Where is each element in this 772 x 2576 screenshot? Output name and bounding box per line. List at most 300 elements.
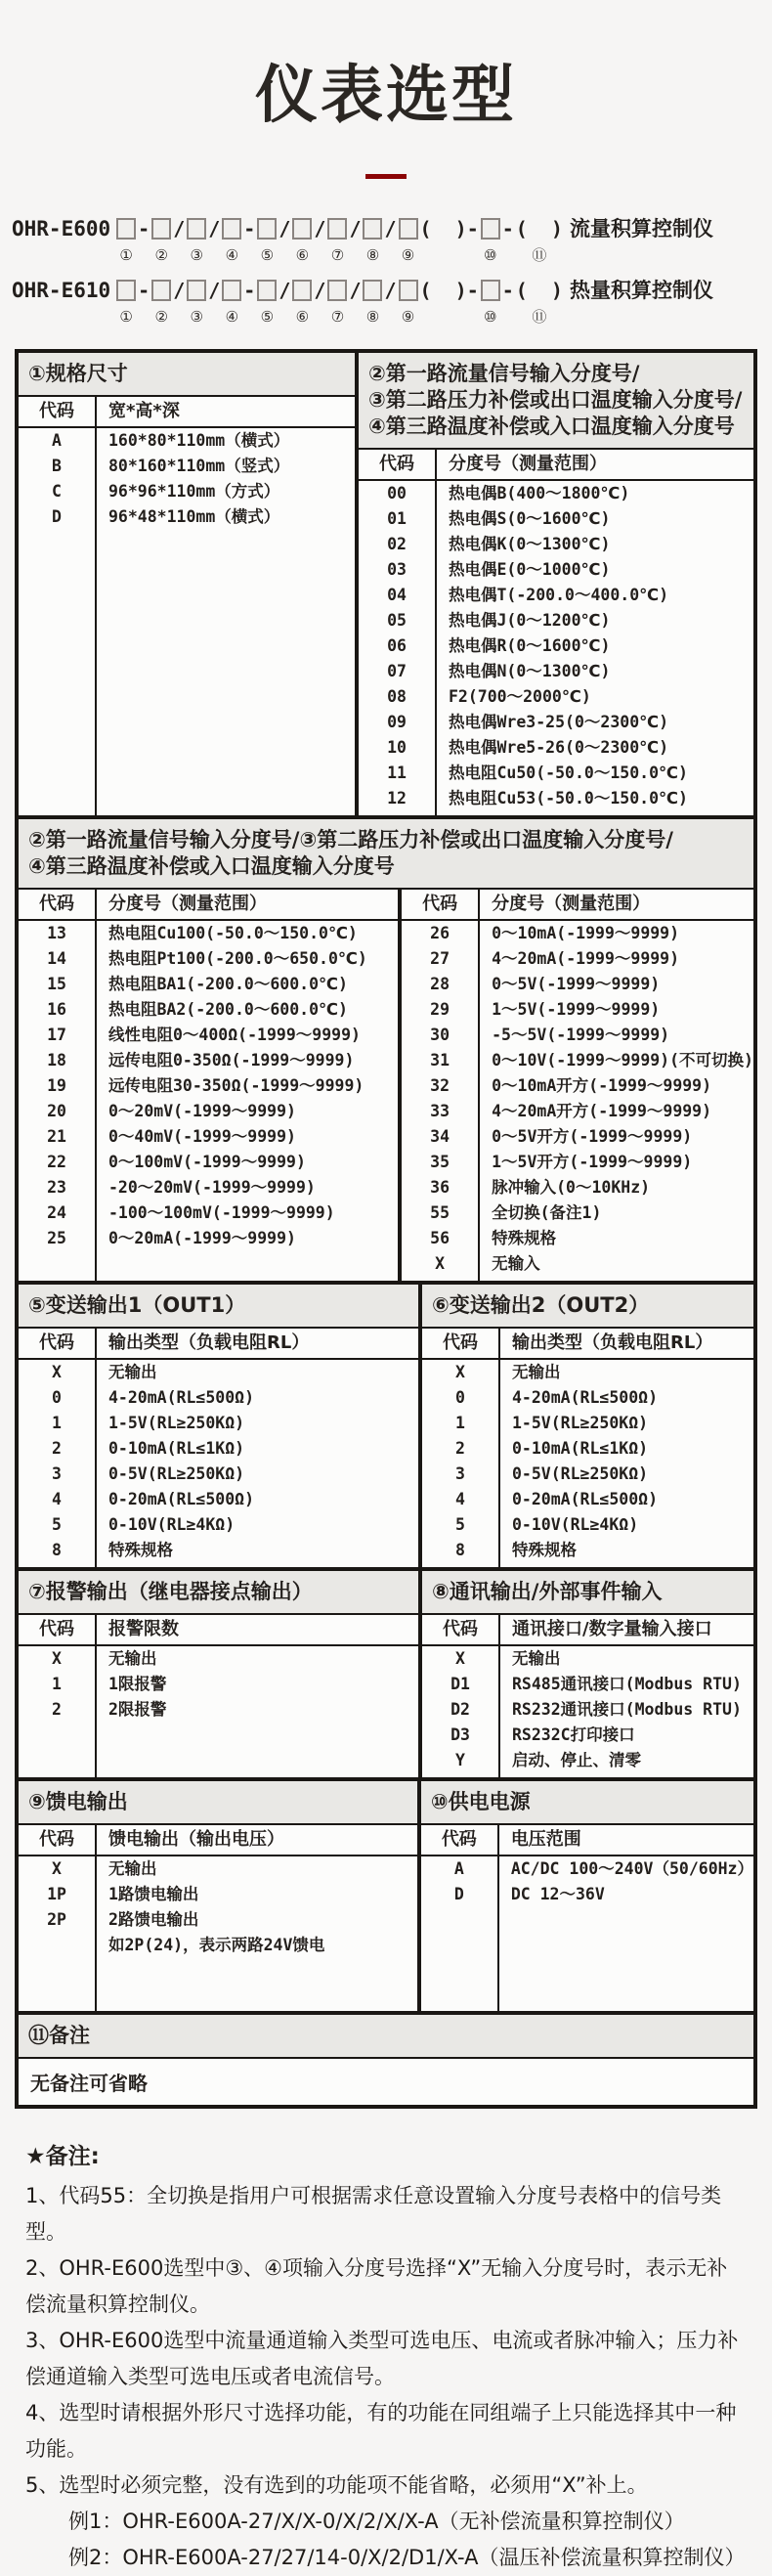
code-cell: X bbox=[422, 1646, 500, 1672]
value-cell: 热电阻Cu100(-50.0～150.0℃) bbox=[108, 924, 358, 942]
table-row bbox=[19, 1882, 417, 1907]
code-cell: 36 bbox=[402, 1175, 480, 1201]
value-cell: 热电阻Cu50(-50.0～150.0℃) bbox=[449, 764, 688, 782]
code-cell: 8 bbox=[19, 1538, 97, 1563]
code-cell: 5 bbox=[19, 1512, 97, 1538]
code-box-segment bbox=[116, 276, 136, 327]
table-row bbox=[359, 557, 753, 583]
table-rows bbox=[422, 1646, 753, 1777]
value-cell: 特殊规格 bbox=[492, 1229, 557, 1247]
code-cell: 35 bbox=[402, 1150, 480, 1175]
column-headers bbox=[422, 1329, 753, 1360]
value-cell: 无输出 bbox=[108, 1649, 157, 1668]
code-cell: 02 bbox=[359, 532, 437, 557]
code-cell: 4 bbox=[19, 1487, 97, 1512]
value-cell: 80*160*110mm（竖式） bbox=[108, 457, 290, 475]
section-size-and-input bbox=[19, 353, 753, 819]
table-row bbox=[19, 1411, 418, 1436]
code-cell: 11 bbox=[359, 761, 437, 786]
table-row bbox=[402, 1251, 753, 1277]
value-cell: 如2P(24)，表示两路24V馈电 bbox=[108, 1936, 325, 1954]
code-cell: A bbox=[19, 428, 97, 454]
section-header: ⑦报警输出（继电器接点输出） bbox=[19, 1571, 418, 1615]
table-row bbox=[19, 1360, 418, 1385]
table-row bbox=[402, 997, 753, 1023]
table-row bbox=[19, 1073, 398, 1099]
separator-segment: ( ) ⑪ bbox=[515, 279, 563, 326]
table-row bbox=[19, 1124, 398, 1150]
table-row bbox=[402, 972, 753, 997]
table-row bbox=[359, 481, 753, 506]
code-cell: X bbox=[19, 1360, 97, 1385]
table-row bbox=[359, 608, 753, 633]
value-cell: 0～20mV(-1999～9999) bbox=[108, 1102, 296, 1120]
code-box-segment bbox=[363, 214, 382, 266]
value-cell: 96*96*110mm（方式） bbox=[108, 482, 280, 501]
circled-index: ⑧ bbox=[365, 246, 380, 264]
table-rows bbox=[19, 1646, 418, 1777]
table-row bbox=[19, 921, 398, 946]
filler-row bbox=[19, 1563, 418, 1567]
value-cell: 4～20mA开方(-1999～9999) bbox=[492, 1102, 712, 1120]
table-row bbox=[19, 1462, 418, 1487]
table-row bbox=[19, 1646, 418, 1672]
table-row bbox=[359, 761, 753, 786]
circled-index: ② bbox=[154, 246, 168, 264]
value-cell: 无输出 bbox=[108, 1363, 157, 1381]
code-box bbox=[257, 280, 277, 301]
code-cell: 04 bbox=[359, 583, 437, 608]
code-cell: X bbox=[402, 1251, 480, 1277]
circled-index: ⑩ bbox=[484, 308, 497, 326]
code-cell: 01 bbox=[359, 506, 437, 532]
value-column-header: 报警限数 bbox=[108, 1619, 179, 1639]
code-cell: 03 bbox=[359, 557, 437, 583]
code-cell: 31 bbox=[402, 1048, 480, 1073]
note-item: 5、选型时必须完整，没有选到的功能项不能省略，必须用“X”补上。 bbox=[25, 2473, 648, 2497]
code-cell: A bbox=[421, 1856, 499, 1882]
value-cell: 1路馈电输出 bbox=[108, 1885, 199, 1903]
value-cell: 热电阻Pt100(-200.0～650.0℃) bbox=[108, 949, 367, 968]
separator-segment: / bbox=[279, 217, 291, 240]
value-cell: 无输出 bbox=[512, 1649, 561, 1668]
table-row bbox=[19, 1175, 398, 1201]
code-column-header: 代码 bbox=[359, 450, 437, 479]
circled-index: ⑨ bbox=[401, 308, 415, 326]
value-cell: 1～5V开方(-1999～9999) bbox=[492, 1153, 693, 1171]
table-row bbox=[422, 1697, 753, 1723]
code-cell: 32 bbox=[402, 1073, 480, 1099]
code-cell: 2 bbox=[19, 1697, 97, 1723]
value-cell: F2(700～2000℃) bbox=[449, 687, 591, 706]
table-rows bbox=[19, 1360, 418, 1567]
code-cell: 2 bbox=[19, 1436, 97, 1462]
notes bbox=[25, 2138, 747, 2576]
value-cell: 无输出 bbox=[108, 1859, 157, 1878]
table-row bbox=[422, 1487, 753, 1512]
note-example: 例2：OHR-E600A-27/27/14-0/X/2/D1/X-A（温压补偿流量积算控制仪） bbox=[68, 2546, 746, 2569]
code-cell: X bbox=[19, 1856, 97, 1882]
table-row bbox=[421, 1856, 753, 1882]
code-cell: 8 bbox=[422, 1538, 500, 1563]
table-row bbox=[19, 1856, 417, 1882]
code-box bbox=[151, 218, 171, 240]
section-input-list-1 bbox=[359, 353, 753, 815]
code-box bbox=[116, 280, 136, 301]
circled-index: ① bbox=[119, 308, 133, 326]
section-out1 bbox=[19, 1285, 422, 1567]
code-cell: 27 bbox=[402, 946, 480, 972]
table-row bbox=[422, 1672, 753, 1697]
circled-index: ④ bbox=[225, 246, 239, 264]
input-list-left bbox=[19, 890, 402, 1281]
value-column-header: 分度号（测量范围） bbox=[492, 894, 651, 914]
separator-segment: - bbox=[138, 279, 150, 302]
value-cell: 4-20mA(RL≤500Ω) bbox=[108, 1388, 255, 1407]
code-box bbox=[292, 218, 312, 240]
code-cell: C bbox=[19, 479, 97, 504]
circled-index: ⑤ bbox=[260, 246, 275, 264]
code-box-segment bbox=[292, 214, 312, 266]
code-box-segment bbox=[116, 214, 136, 266]
code-box bbox=[222, 218, 241, 240]
value-cell: 1～5V(-1999～9999) bbox=[492, 1000, 661, 1019]
code-cell: 00 bbox=[359, 481, 437, 506]
table-row bbox=[422, 1436, 753, 1462]
value-cell: DC 12～36V bbox=[510, 1885, 605, 1903]
table-row bbox=[19, 504, 355, 530]
circled-index: ④ bbox=[225, 308, 239, 326]
selection-table bbox=[15, 349, 757, 2109]
code-column-header: 代码 bbox=[19, 1329, 97, 1358]
section-header: ⑩供电电源 bbox=[421, 1781, 753, 1825]
code-cell: 19 bbox=[19, 1073, 97, 1099]
section-outputs bbox=[19, 1285, 753, 1571]
code-cell: 1 bbox=[422, 1411, 500, 1436]
value-cell: 0-5V(RL≥250KΩ) bbox=[108, 1464, 245, 1483]
separator-segment: / bbox=[208, 279, 221, 302]
code-cell: 26 bbox=[402, 921, 480, 946]
table-row bbox=[422, 1723, 753, 1748]
code-box-segment bbox=[399, 214, 418, 266]
value-cell: 热电偶B(400～1800℃) bbox=[449, 484, 630, 502]
value-cell: 热电偶Wre3-25(0～2300℃) bbox=[449, 713, 669, 731]
value-cell: 0-10mA(RL≤1KΩ) bbox=[108, 1439, 245, 1458]
circled-index: ③ bbox=[190, 308, 203, 326]
notes-title: ★备注: bbox=[25, 2144, 100, 2169]
code-cell: X bbox=[422, 1360, 500, 1385]
value-cell: 0～10mA开方(-1999～9999) bbox=[492, 1076, 712, 1095]
table-row bbox=[359, 506, 753, 532]
value-cell: 特殊规格 bbox=[108, 1541, 173, 1559]
section-header bbox=[359, 353, 753, 450]
value-cell: 0～20mA(-1999～9999) bbox=[108, 1229, 296, 1247]
filler-row bbox=[421, 1907, 753, 2011]
value-cell: 160*80*110mm（横式） bbox=[108, 431, 290, 450]
section-header: ⑧通讯输出/外部事件输入 bbox=[422, 1571, 753, 1615]
code-column-header: 代码 bbox=[422, 1329, 500, 1358]
table-rows bbox=[19, 921, 398, 1281]
filler-row bbox=[422, 1563, 753, 1567]
code-cell bbox=[19, 1933, 97, 1958]
code-box bbox=[257, 218, 277, 240]
value-cell: 特殊规格 bbox=[512, 1541, 577, 1559]
model-line-e610 bbox=[12, 276, 772, 327]
value-cell: 热电偶E(0～1000℃) bbox=[449, 560, 611, 579]
table-row bbox=[402, 1099, 753, 1124]
model-suffix: 热量积算控制仪 bbox=[569, 279, 713, 302]
table-row bbox=[421, 1882, 753, 1907]
separator-segment: / bbox=[173, 217, 186, 240]
note-item: 2、OHR-E600选型中③、④项输入分度号选择“X”无输入分度号时，表示无补偿流量积算控制仪。 bbox=[25, 2256, 728, 2316]
table-rows bbox=[402, 921, 753, 1281]
value-cell: 热电偶N(0～1300℃) bbox=[449, 662, 611, 680]
code-box bbox=[327, 280, 347, 301]
accent-divider bbox=[365, 174, 407, 179]
section-header: ①规格尺寸 bbox=[19, 353, 355, 397]
value-cell: 0-10V(RL≥4KΩ) bbox=[512, 1515, 639, 1534]
value-cell: 无输入 bbox=[492, 1254, 540, 1273]
value-cell: 热电偶J(0～1200℃) bbox=[449, 611, 611, 630]
filler-row bbox=[359, 811, 753, 815]
code-column-header: 代码 bbox=[19, 1825, 97, 1855]
section-feed-power bbox=[19, 1781, 753, 2015]
value-cell: 0～10V(-1999～9999)(不可切换) bbox=[492, 1051, 753, 1070]
table-row bbox=[19, 1697, 418, 1723]
circled-index: ⑨ bbox=[401, 246, 415, 264]
header-line: ②第一路流量信号输入分度号/③第二路压力补偿或出口温度输入分度号/ bbox=[28, 828, 673, 851]
code-cell: 30 bbox=[402, 1023, 480, 1048]
filler-row bbox=[422, 1773, 753, 1777]
filler-row bbox=[19, 1958, 417, 2011]
value-cell: 1限报警 bbox=[108, 1675, 167, 1693]
separator-segment: / bbox=[314, 217, 326, 240]
separator-segment: / bbox=[173, 279, 186, 302]
code-box bbox=[187, 280, 206, 301]
code-cell: 09 bbox=[359, 710, 437, 735]
code-box bbox=[481, 218, 500, 240]
code-cell: 06 bbox=[359, 633, 437, 659]
section-power bbox=[421, 1781, 753, 2011]
section-feed bbox=[19, 1781, 421, 2011]
section-comm bbox=[422, 1571, 753, 1777]
code-cell: D1 bbox=[422, 1672, 500, 1697]
code-cell: D2 bbox=[422, 1697, 500, 1723]
code-cell: 2 bbox=[422, 1436, 500, 1462]
table-row bbox=[19, 1023, 398, 1048]
code-cell: 55 bbox=[402, 1201, 480, 1226]
code-cell: 16 bbox=[19, 997, 97, 1023]
code-cell: 2P bbox=[19, 1907, 97, 1933]
value-cell: 远传电阻30-350Ω(-1999～9999) bbox=[108, 1076, 365, 1095]
separator-segment: / bbox=[349, 217, 362, 240]
code-box-segment bbox=[327, 276, 347, 327]
code-cell: 13 bbox=[19, 921, 97, 946]
table-row bbox=[402, 1023, 753, 1048]
table-row bbox=[19, 1907, 417, 1933]
code-cell: 14 bbox=[19, 946, 97, 972]
model-pattern bbox=[115, 276, 564, 327]
code-box bbox=[399, 280, 418, 301]
value-cell: AC/DC 100～240V（50/60Hz） bbox=[510, 1859, 753, 1878]
table-row bbox=[19, 1226, 398, 1251]
code-box bbox=[116, 218, 136, 240]
separator-segment: / bbox=[314, 279, 326, 302]
value-cell: 0-20mA(RL≤500Ω) bbox=[512, 1490, 659, 1508]
separator-segment: / bbox=[384, 279, 397, 302]
table-row bbox=[402, 946, 753, 972]
table-row bbox=[19, 946, 398, 972]
code-box bbox=[292, 280, 312, 301]
circled-index: ⑥ bbox=[295, 246, 310, 264]
code-cell: B bbox=[19, 454, 97, 479]
separator-segment: - bbox=[243, 279, 256, 302]
separator-segment: - bbox=[138, 217, 150, 240]
table-row bbox=[359, 659, 753, 684]
value-cell: 0～100mV(-1999～9999) bbox=[108, 1153, 306, 1171]
value-column-header: 输出类型（负载电阻RL） bbox=[512, 1332, 713, 1353]
table-row bbox=[359, 735, 753, 761]
code-cell: X bbox=[19, 1646, 97, 1672]
table-row bbox=[19, 479, 355, 504]
code-box-segment bbox=[187, 214, 206, 266]
column-headers bbox=[19, 1329, 418, 1360]
code-column-header: 代码 bbox=[19, 890, 97, 919]
table-row bbox=[19, 997, 398, 1023]
table-row bbox=[422, 1748, 753, 1773]
value-cell: 热电偶K(0～1300℃) bbox=[449, 535, 611, 553]
code-box bbox=[363, 280, 382, 301]
table-row bbox=[422, 1646, 753, 1672]
value-cell: 2限报警 bbox=[108, 1700, 167, 1719]
code-cell: 1 bbox=[19, 1672, 97, 1697]
code-column-header: 代码 bbox=[402, 890, 480, 919]
table-row bbox=[422, 1411, 753, 1436]
table-row bbox=[19, 1672, 418, 1697]
value-column-header: 通讯接口/数字量输入接口 bbox=[512, 1619, 712, 1639]
code-cell: 15 bbox=[19, 972, 97, 997]
code-column-header: 代码 bbox=[19, 1615, 97, 1644]
table-row bbox=[402, 1048, 753, 1073]
code-box-segment bbox=[187, 276, 206, 327]
column-headers bbox=[359, 450, 753, 481]
value-cell: 4-20mA(RL≤500Ω) bbox=[512, 1388, 659, 1407]
code-cell: D bbox=[421, 1882, 499, 1907]
code-box-segment bbox=[363, 276, 382, 327]
value-cell: 远传电阻0-350Ω(-1999～9999) bbox=[108, 1051, 355, 1070]
separator-segment: - bbox=[243, 217, 256, 240]
code-cell: 0 bbox=[19, 1385, 97, 1411]
code-cell: 22 bbox=[19, 1150, 97, 1175]
circled-index: ③ bbox=[190, 246, 203, 264]
value-cell: -20～20mV(-1999～9999) bbox=[108, 1178, 316, 1197]
value-cell: 2路馈电输出 bbox=[108, 1910, 199, 1929]
value-column-header: 宽*高*深 bbox=[108, 401, 180, 421]
model-line-e600 bbox=[12, 214, 772, 266]
code-cell: 28 bbox=[402, 972, 480, 997]
note-example: 例1：OHR-E600A-27/X/X-0/X/2/X/X-A（无补偿流量积算控制仪） bbox=[68, 2510, 685, 2533]
section-header-input-list-2 bbox=[19, 819, 753, 890]
column-headers bbox=[19, 1825, 417, 1856]
section-input-list-2 bbox=[19, 890, 753, 1285]
code-box-segment bbox=[151, 276, 171, 327]
table-row bbox=[422, 1385, 753, 1411]
page-title: 仪表选型 bbox=[255, 60, 517, 132]
value-cell: 启动、停止、清零 bbox=[512, 1751, 641, 1769]
column-headers bbox=[19, 397, 355, 428]
circled-index: ⑤ bbox=[260, 308, 275, 326]
table-row bbox=[19, 1201, 398, 1226]
table-row bbox=[19, 1538, 418, 1563]
circled-index: ⑩ bbox=[484, 246, 497, 264]
code-cell: 17 bbox=[19, 1023, 97, 1048]
value-column-header: 输出类型（负载电阻RL） bbox=[108, 1332, 310, 1353]
table-row bbox=[422, 1538, 753, 1563]
value-cell: 0-5V(RL≥250KΩ) bbox=[512, 1464, 649, 1483]
section-header: ⑨馈电输出 bbox=[19, 1781, 417, 1825]
table-row bbox=[359, 532, 753, 557]
model-suffix: 流量积算控制仪 bbox=[569, 217, 713, 240]
table-row bbox=[19, 1512, 418, 1538]
circled-index: ⑦ bbox=[330, 308, 345, 326]
code-box-segment bbox=[327, 214, 347, 266]
table-row bbox=[402, 1124, 753, 1150]
note-item: 3、OHR-E600选型中流量通道输入类型可选电压、电流或者脉冲输入；压力补偿通道输入类型可选电压或者电流信号。 bbox=[25, 2329, 739, 2388]
code-box bbox=[327, 218, 347, 240]
circled-index: ② bbox=[154, 308, 168, 326]
value-cell: -5～5V(-1999～9999) bbox=[492, 1026, 670, 1044]
code-box bbox=[481, 280, 500, 301]
remark-value: 无备注可省略 bbox=[19, 2059, 753, 2105]
code-box bbox=[187, 218, 206, 240]
table-row bbox=[422, 1512, 753, 1538]
code-box bbox=[399, 218, 418, 240]
code-box-segment bbox=[257, 214, 277, 266]
model-prefix: OHR-E610 bbox=[12, 279, 111, 302]
table-row bbox=[19, 1150, 398, 1175]
table-row bbox=[402, 921, 753, 946]
value-cell: 0-10V(RL≥4KΩ) bbox=[108, 1515, 236, 1534]
column-headers bbox=[421, 1825, 753, 1856]
circled-index: ⑪ bbox=[532, 308, 547, 326]
table-rows bbox=[422, 1360, 753, 1567]
separator-segment: / bbox=[384, 217, 397, 240]
code-cell: 33 bbox=[402, 1099, 480, 1124]
table-row bbox=[359, 786, 753, 811]
table-row bbox=[402, 1226, 753, 1251]
value-cell: 0～5V开方(-1999～9999) bbox=[492, 1127, 693, 1146]
code-box-segment bbox=[257, 276, 277, 327]
value-cell: 无输出 bbox=[512, 1363, 561, 1381]
value-cell: 脉冲输入(0～10KHz) bbox=[492, 1178, 651, 1197]
value-cell: 0-10mA(RL≤1KΩ) bbox=[512, 1439, 649, 1458]
code-cell: 4 bbox=[422, 1487, 500, 1512]
code-cell: 21 bbox=[19, 1124, 97, 1150]
code-cell: 05 bbox=[359, 608, 437, 633]
note-item: 1、代码55：全切换是指用户可根据需求任意设置输入分度号表格中的信号类型。 bbox=[25, 2184, 722, 2244]
model-code-area bbox=[0, 214, 772, 327]
model-prefix: OHR-E600 bbox=[12, 217, 111, 240]
value-cell: 热电阻BA1(-200.0～600.0℃) bbox=[108, 975, 348, 993]
table-row bbox=[422, 1462, 753, 1487]
section-size bbox=[19, 353, 359, 815]
value-column-header: 电压范围 bbox=[510, 1829, 581, 1850]
filler-row bbox=[19, 530, 355, 815]
table-row bbox=[19, 1099, 398, 1124]
filler-row bbox=[402, 1277, 753, 1281]
value-cell: 全切换(备注1) bbox=[492, 1203, 602, 1222]
code-cell: 12 bbox=[359, 786, 437, 811]
